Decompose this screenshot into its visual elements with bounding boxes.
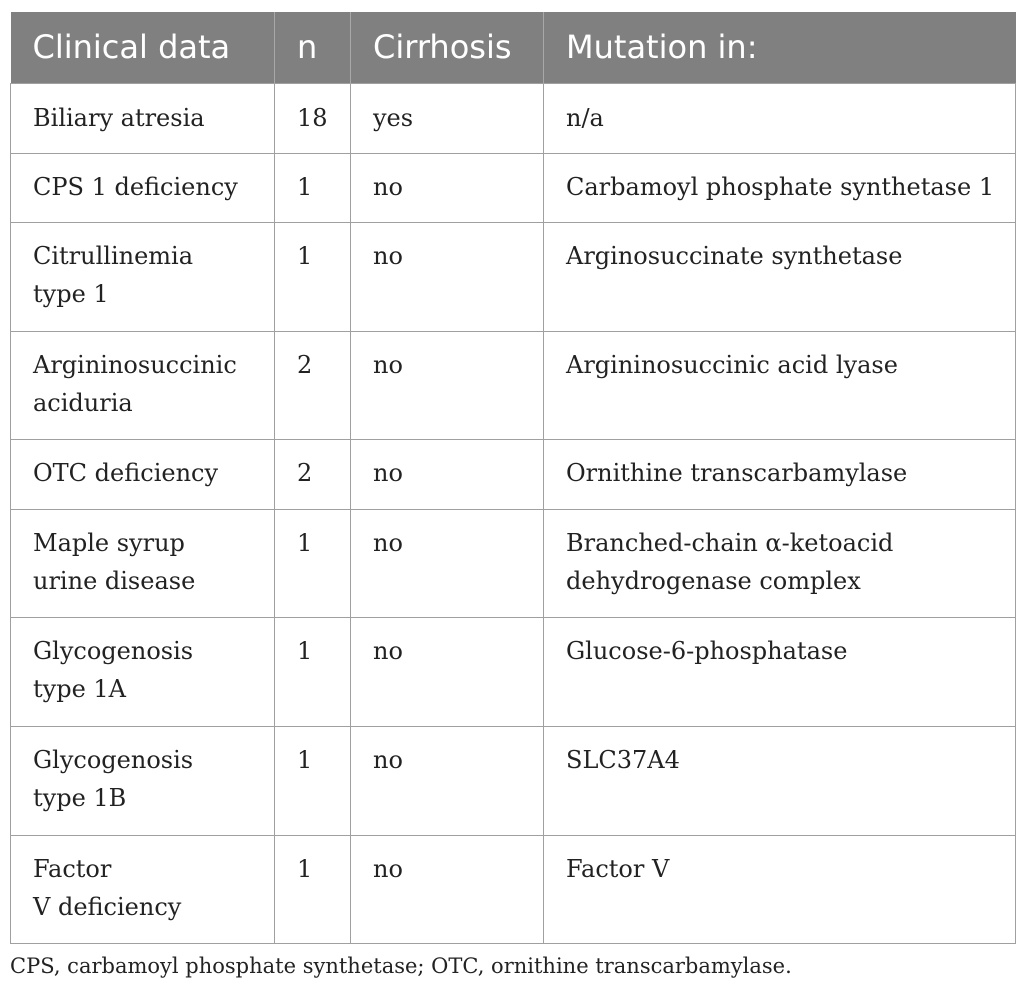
cell-mutation: n/a <box>544 83 1016 153</box>
table-row <box>11 509 1016 617</box>
cell-mutation: Argininosuccinic acid lyase <box>544 331 1016 439</box>
header-row <box>11 12 1016 83</box>
cell-n: 18 <box>275 83 351 153</box>
table-row <box>11 83 1016 153</box>
table-row <box>11 835 1016 943</box>
cell-clinical: OTC deficiency <box>11 439 275 509</box>
cell-clinical: Factor V deficiency <box>11 835 275 943</box>
clinical-data-table-container <box>10 12 1015 944</box>
cell-n: 1 <box>275 509 351 617</box>
table-row <box>11 617 1016 726</box>
cell-clinical: Argininosuccinic aciduria <box>11 331 275 439</box>
cell-cirrhosis: no <box>351 222 544 331</box>
header-mutation: Mutation in: <box>544 12 1016 83</box>
cell-mutation: Arginosuccinate synthetase <box>544 222 1016 331</box>
cell-n: 1 <box>275 726 351 835</box>
header-clinical-data: Clinical data <box>11 12 275 83</box>
cell-clinical: CPS 1 deficiency <box>11 153 275 222</box>
cell-mutation: Factor V <box>544 835 1016 943</box>
cell-clinical: Citrullinemia type 1 <box>11 222 275 331</box>
table-row <box>11 153 1016 222</box>
cell-cirrhosis: no <box>351 439 544 509</box>
table-row <box>11 222 1016 331</box>
cell-cirrhosis: no <box>351 331 544 439</box>
cell-cirrhosis: no <box>351 835 544 943</box>
cell-n: 1 <box>275 222 351 331</box>
cell-cirrhosis: no <box>351 617 544 726</box>
cell-cirrhosis: no <box>351 726 544 835</box>
cell-cirrhosis: no <box>351 509 544 617</box>
cell-clinical: Biliary atresia <box>11 83 275 153</box>
cell-n: 2 <box>275 439 351 509</box>
cell-n: 2 <box>275 331 351 439</box>
cell-mutation: SLC37A4 <box>544 726 1016 835</box>
cell-clinical: Maple syrup urine disease <box>11 509 275 617</box>
cell-cirrhosis: no <box>351 153 544 222</box>
cell-n: 1 <box>275 835 351 943</box>
table-row <box>11 331 1016 439</box>
header-cirrhosis: Cirrhosis <box>351 12 544 83</box>
table-row <box>11 726 1016 835</box>
cell-mutation: Carbamoyl phosphate synthetase 1 <box>544 153 1016 222</box>
cell-n: 1 <box>275 617 351 726</box>
table-header <box>11 12 1016 83</box>
table-footnote: CPS, carbamoyl phosphate synthetase; OTC, ornithine transcarbamylase. <box>10 954 792 978</box>
cell-cirrhosis: yes <box>351 83 544 153</box>
cell-clinical: Glycogenosis type 1A <box>11 617 275 726</box>
cell-mutation: Branched-chain α-ketoacid dehydrogenase complex <box>544 509 1016 617</box>
clinical-data-table <box>10 12 1016 944</box>
table-row <box>11 439 1016 509</box>
cell-clinical: Glycogenosis type 1B <box>11 726 275 835</box>
cell-mutation: Glucose-6-phosphatase <box>544 617 1016 726</box>
table-body <box>11 83 1016 943</box>
cell-n: 1 <box>275 153 351 222</box>
header-n: n <box>275 12 351 83</box>
cell-mutation: Ornithine transcarbamylase <box>544 439 1016 509</box>
